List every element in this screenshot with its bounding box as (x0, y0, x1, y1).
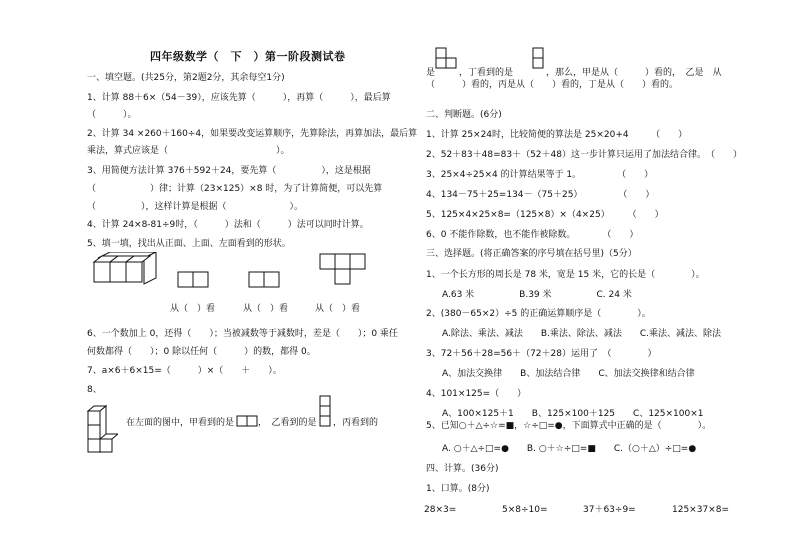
view-label-3: 从（ ）看 (315, 304, 361, 314)
choice-4-options: A、100×125＋1 B、125×100＋125 C、125×100×1 (442, 409, 704, 419)
q8-cube-figure (86, 403, 118, 453)
q2-line1: 2、计算 34 ×260＋160÷4，如果要改变运算顺序，先算除法，再算加法，最后算 (87, 129, 418, 139)
q6-line2: 何数都得（ ）；0 除以任何（ ）的数，都得 0。 (87, 347, 316, 357)
calc-oral-title: 1、口算。(8分) (426, 484, 490, 494)
choice-3-options: A、加法交换律 B、加法结合律 C、加法交换律和结合律 (442, 369, 695, 379)
choice-1-options: A.63 米 B.39 米 C. 24 米 (442, 290, 632, 300)
q6-line1: 6、一个数加上 0，还得（ ）；当被减数等于减数时，差是（ ）；0 乘任 (87, 329, 398, 339)
choice-3: 3、72＋56＋28=56＋（72＋28）运用了 （ ） (426, 349, 657, 359)
cube-stack-figure (88, 252, 158, 292)
calc-item-2: 5×8÷10= (502, 505, 548, 515)
judge-2: 2、52＋83＋48=83＋（52＋48）这一步计算只运用了加法结合律。 （ ） (426, 150, 742, 160)
q1-line1: 1、计算 88＋6×（54－39），应该先算（ ），再算（ ），最后算 (87, 93, 391, 103)
q4-line: 4、计算 24×8-81÷9时，（ ）法和（ ）法可以同时计算。 (87, 220, 369, 230)
top-text-d: （ ）看的，丙是从（ ）看的，丁是从（ ）看的。 (426, 80, 679, 90)
calc-item-3: 37＋63÷9= (583, 505, 636, 515)
view-label-1: 从（ ）看 (170, 304, 216, 314)
q3-line2: （ ）律；计算（23×125）×8 时，为了计算简便，可以先算 (87, 184, 383, 194)
q2-line2: 乘法，算式应该是（ ）。 (87, 146, 290, 156)
choice-4: 4、101×125=（ ） (426, 389, 527, 399)
judge-4: 4、134－75＋25=134－（75＋25） （ ） (426, 190, 655, 200)
q8-label: 8、 (87, 385, 102, 395)
view-label-2: 从（ ）看 (243, 304, 289, 314)
judge-6: 6、0 不能作除数，也不能作被除数。 （ ） (426, 230, 639, 240)
choice-2: 2、(380－65×2）÷5 的正确运算顺序是（ ）。 (426, 309, 651, 319)
bing-view-shape (434, 47, 460, 75)
q3-line3: （ ），这样计算是根据（ ）。 (87, 202, 304, 212)
view-shape-t-shape (318, 253, 370, 289)
section-choice: 三、选择题。(将正确答案的序号填在括号里)（5分） (426, 249, 637, 259)
calc-item-1: 28×3= (424, 505, 457, 515)
q3-line1: 3、用简便方法计算 376＋592＋24，要先算（ ），这是根据 (87, 166, 371, 176)
right-column (400, 0, 794, 560)
q8-text-b: ， 乙看到的是 (258, 418, 317, 428)
q8-yi-view (318, 395, 334, 429)
ding-view-shape (531, 47, 547, 75)
judge-5: 5、125×4×25×8=（125×8）×（4×25） （ ） (426, 210, 664, 220)
q5-line: 5、填一填，找出从正面、上面、左面看到的形状。 (87, 239, 291, 249)
q8-text-c: ，丙看到的 (333, 418, 379, 428)
choice-2-options: A.除法、乘法、减法 B.乘法、除法、减法 C.乘法、减法、除法 (442, 329, 722, 339)
view-shape-two-squares-b (248, 270, 282, 290)
q8-jia-view (236, 415, 260, 429)
q7-line: 7、a×6＋6×15=（ ）×（ ＋ ）。 (87, 366, 282, 376)
judge-3: 3、25×4÷25×4 的计算结果等于 1。 （ ） (426, 170, 654, 180)
view-shape-two-squares (177, 270, 211, 290)
choice-5: 5、已知○＋△÷☆=■，☆÷□=●，下面算式中正确的是（ ）。 (426, 421, 712, 431)
page-title: 四年级数学（ 下 ）第一阶段测试卷 (150, 50, 346, 63)
top-text-b: ，丁看到的是 (459, 68, 514, 78)
q8-text-a: 在左面的图中，甲看到的是 (126, 418, 235, 428)
choice-1: 1、一个长方形的周长是 78 米，宽是 15 米，它的长是（ ）。 (426, 270, 705, 280)
q1-line2: （ ）。 (87, 110, 137, 120)
section-judge: 二、判断题。(6分) (426, 110, 502, 120)
section-calc: 四、计算。(36分) (426, 464, 499, 474)
choice-5-options: A. ○＋△÷□=● B. ○＋☆÷□=■ C.（○＋△）÷□=● (442, 444, 697, 454)
calc-item-4: 125×37×8= (672, 505, 729, 515)
top-text-a: 是 (426, 68, 436, 78)
top-text-c: ，那么，甲是从（ ）看的， 乙是 从 (546, 68, 722, 78)
judge-1: 1、计算 25×24时，比较简便的算法是 25×20+4 （ ） (426, 130, 688, 140)
section-fill-blank: 一、填空题。(共25分，第2题2分，其余每空1分) (87, 73, 285, 83)
